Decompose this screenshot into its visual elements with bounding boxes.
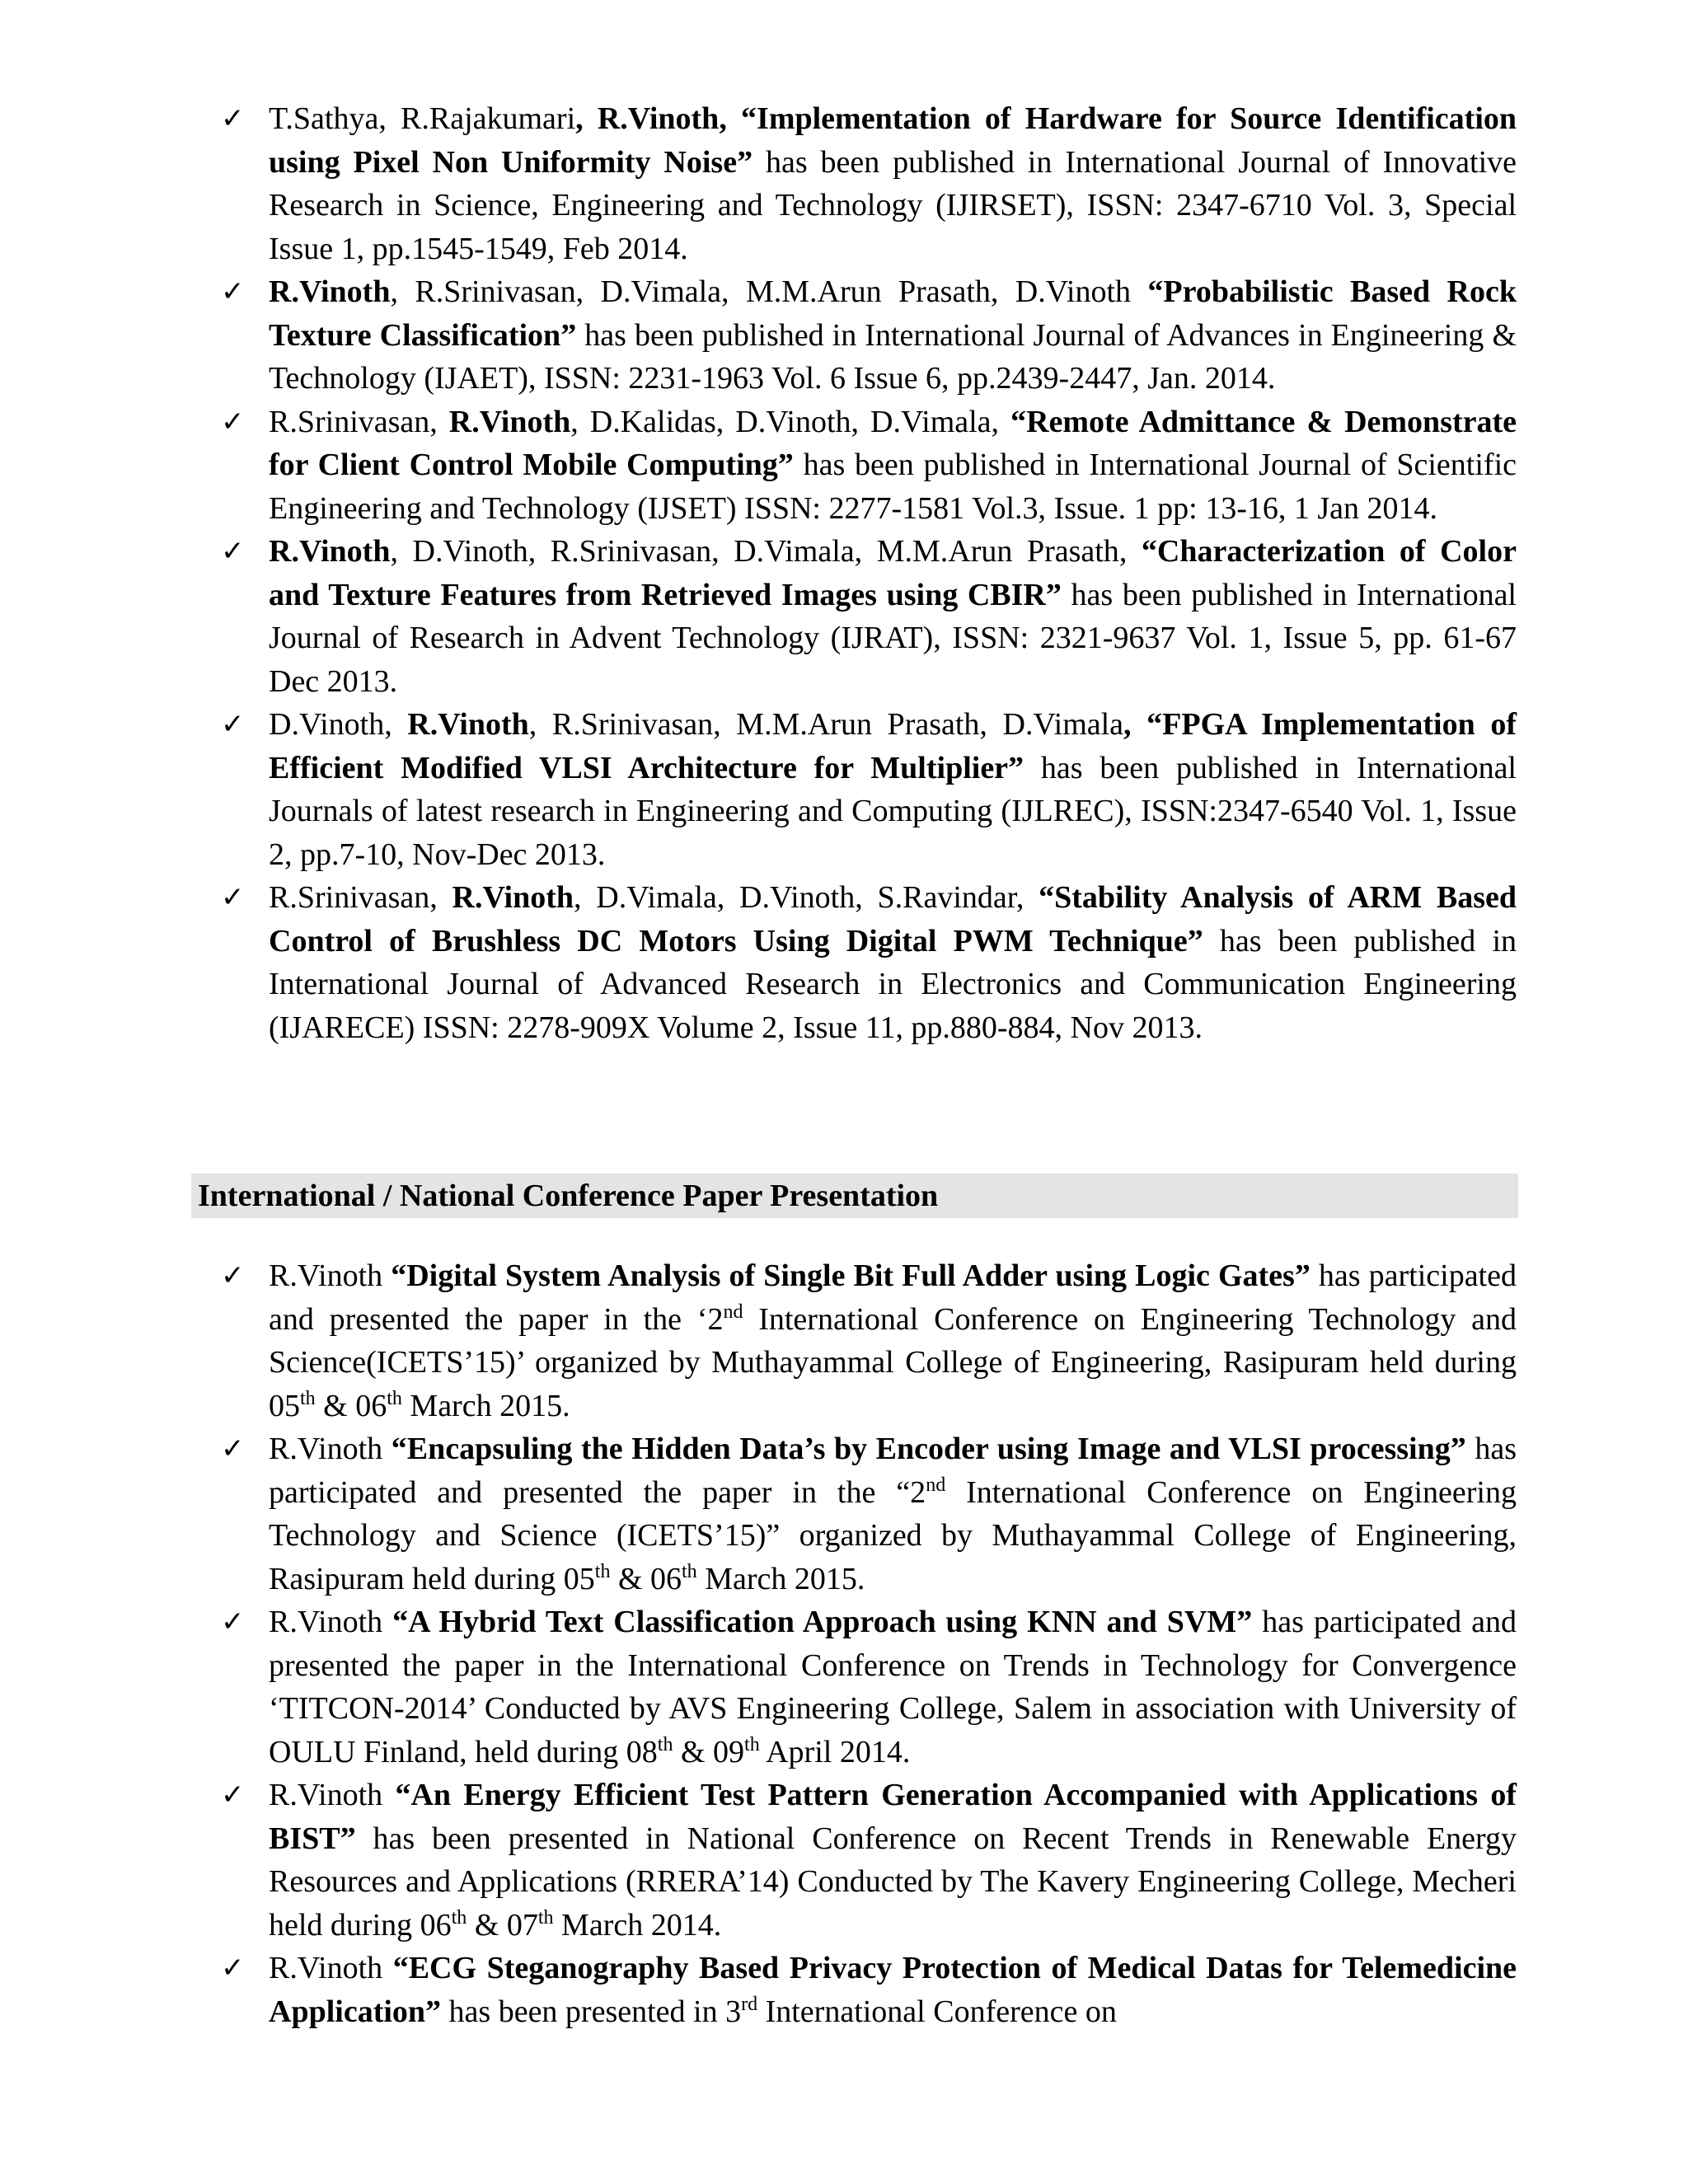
authors: D.Vinoth <box>269 707 385 742</box>
separator: , <box>1118 534 1142 569</box>
authors: , R.Srinivasan, M.M.Arun Prasath, D.Vimala <box>528 707 1124 742</box>
separator <box>1131 274 1147 309</box>
conference-details: & 07 <box>467 1907 538 1943</box>
conference-details: April 2014. <box>759 1734 911 1769</box>
separator: , <box>1015 880 1039 915</box>
publication-item <box>0 97 1688 270</box>
superscript: th <box>682 1560 697 1582</box>
separator: , <box>719 101 742 136</box>
authors: R.Srinivasan <box>269 404 430 439</box>
conference-item <box>0 1427 1688 1601</box>
publication-item <box>0 876 1688 1049</box>
superscript: th <box>300 1387 316 1409</box>
publication-item <box>0 270 1688 401</box>
superscript: th <box>387 1387 402 1409</box>
publication-details: has been published in International Journal of Advances in Engineering & Technology (IJAET), ISSN: 2231-1963 Vol. 6 Issue 6, pp.2439-2447, Jan. 2014. <box>269 317 1517 396</box>
conference-item <box>0 1601 1688 1774</box>
conference-details: has participated and presented the paper in the ‘2 <box>269 1258 1517 1337</box>
highlighted-author: R.Vinoth <box>597 101 720 136</box>
paper-title: “FPGA Implementation of Efficient Modified VLSI Architecture for Multiplier” <box>269 707 1517 785</box>
authors: T.Sathya, R.Rajakumari <box>269 101 576 136</box>
section-heading-bar <box>191 1174 1518 1218</box>
separator: , <box>429 404 449 439</box>
paper-title: “Stability Analysis of ARM Based Control of Brushless DC Motors Using Digital PWM Technique” <box>269 880 1517 958</box>
separator: , <box>575 101 598 136</box>
highlighted-author: R.Vinoth <box>269 274 391 309</box>
publication-details: has been published in International Journal of Scientific Engineering and Technology (IJSET) ISSN: 2277-1581 Vol.3, Issue. 1 pp: 13-16, 1 Jan 2014. <box>269 448 1517 526</box>
checkmark-icon: ✓ <box>221 708 245 741</box>
author: R.Vinoth <box>269 1951 393 1985</box>
conference-details: & 06 <box>610 1561 682 1596</box>
checkmark-icon: ✓ <box>221 1432 245 1465</box>
conference-details: March 2015. <box>401 1388 570 1423</box>
section-heading: International / National Conference Paper Presentation <box>198 1179 939 1213</box>
conference-item <box>0 1947 1688 2033</box>
paper-title: “Digital System Analysis of Single Bit Full Adder using Logic Gates” <box>391 1258 1311 1293</box>
superscript: th <box>451 1906 467 1929</box>
checkmark-icon: ✓ <box>221 405 245 438</box>
conference-details: International Conference on Engineering Technology and Science (ICETS’15)” organized by Muthayammal College of Engineering, Rasipuram held during 05 <box>269 1474 1517 1596</box>
conference-details: has participated and presented the paper in the “2 <box>269 1432 1517 1510</box>
paper-title: “Implementation of Hardware for Source Identification using Pixel Non Uniformity Noise” <box>269 101 1517 180</box>
paper-title: “Encapsuling the Hidden Data’s by Encoder using Image and VLSI processing” <box>391 1432 1466 1466</box>
superscript: th <box>537 1906 554 1929</box>
authors: , R.Srinivasan, D.Vimala, M.M.Arun Prasath, D.Vinoth <box>390 274 1132 309</box>
checkmark-icon: ✓ <box>221 881 245 914</box>
publication-details: has been published in International Journal of Research in Advent Technology (IJRAT), ISSN: 2321-9637 Vol. 1, Issue 5, pp. 61-67 Dec 2013. <box>269 577 1517 699</box>
separator: , <box>991 404 1011 439</box>
superscript: th <box>594 1560 611 1582</box>
conference-details: March 2015. <box>696 1561 865 1596</box>
conference-item <box>0 1254 1688 1427</box>
paper-title: “Characterization of Color and Texture Features from Retrieved Images using CBIR” <box>269 534 1517 612</box>
conference-details: & 06 <box>315 1388 387 1423</box>
checkmark-icon: ✓ <box>221 535 245 568</box>
conference-details: has been presented in National Conference on Recent Trends in Renewable Energy Resources and Applications (RRERA’14) Conducted by The Kavery Engineering College, Mecheri held during 06 <box>269 1821 1517 1943</box>
authors: R.Srinivasan <box>269 880 430 915</box>
highlighted-author: R.Vinoth <box>452 880 574 915</box>
paper-title: “Probabilistic Based Rock Texture Classification” <box>269 274 1517 353</box>
checkmark-icon: ✓ <box>221 1952 245 1985</box>
publication-item <box>0 401 1688 531</box>
paper-title: “Remote Admittance & Demonstrate for Client Control Mobile Computing” <box>269 404 1517 482</box>
checkmark-icon: ✓ <box>221 1259 245 1292</box>
author: R.Vinoth <box>269 1778 396 1812</box>
separator: , <box>384 707 408 742</box>
superscript: nd <box>723 1301 743 1323</box>
publication-details: has been published in International Journal of Advanced Research in Electronics and Communication Engineering (IJARECE) ISSN: 2278-909X Volume 2, Issue 11, pp.880-884, Nov 2013. <box>269 923 1517 1045</box>
checkmark-icon: ✓ <box>221 102 245 135</box>
author: R.Vinoth <box>269 1605 393 1639</box>
paper-title: “An Energy Efficient Test Pattern Generation Accompanied with Applications of BIST” <box>269 1778 1517 1856</box>
superscript: th <box>744 1733 760 1755</box>
highlighted-author: R.Vinoth <box>407 707 529 742</box>
authors: , D.Vinoth, R.Srinivasan, D.Vimala, M.M.Arun Prasath <box>390 534 1119 569</box>
authors: , D.Vimala, D.Vinoth, S.Ravindar <box>574 880 1016 915</box>
conference-list <box>0 1254 1688 2033</box>
conference-item <box>0 1774 1688 1947</box>
separator: , <box>429 880 452 915</box>
publication-details: has been published in International Journals of latest research in Engineering and Computing (IJLREC), ISSN:2347-6540 Vol. 1, Issue 2, pp.7-10, Nov-Dec 2013. <box>269 750 1517 872</box>
publication-list <box>0 97 1688 1049</box>
publication-details: has been published in International Journal of Innovative Research in Science, Engineering and Technology (IJIRSET), ISSN: 2347-6710 Vol. 3, Special Issue 1, pp.1545-1549, Feb 2014. <box>269 144 1517 266</box>
superscript: nd <box>926 1474 946 1496</box>
conference-details: International Conference on <box>757 1994 1117 2029</box>
paper-title: “ECG Steganography Based Privacy Protection of Medical Datas for Telemedicine Application” <box>269 1951 1517 2029</box>
publication-item <box>0 703 1688 876</box>
conference-details: has been presented in 3 <box>441 1994 742 2029</box>
checkmark-icon: ✓ <box>221 275 245 308</box>
author: R.Vinoth <box>269 1432 392 1466</box>
checkmark-icon: ✓ <box>221 1779 245 1811</box>
conference-details: & 09 <box>673 1734 745 1769</box>
highlighted-author: R.Vinoth <box>448 404 571 439</box>
conference-details: International Conference on Engineering Technology and Science(ICETS’15)’ organized by Muthayammal College of Engineering, Rasipuram held during 05 <box>269 1301 1517 1423</box>
highlighted-author: R.Vinoth <box>269 534 391 569</box>
conference-details: has participated and presented the paper in the International Conference on Trends in Technology for Convergence ‘TITCON-2014’ Conducted by AVS Engineering College, Salem in association with University of OULU Finland, held during 08 <box>269 1605 1517 1769</box>
authors: , D.Kalidas, D.Vinoth, D.Vimala <box>570 404 992 439</box>
paper-title: “A Hybrid Text Classification Approach using KNN and SVM” <box>392 1605 1253 1639</box>
superscript: th <box>657 1733 673 1755</box>
publication-item <box>0 530 1688 703</box>
separator: , <box>1123 707 1147 742</box>
superscript: rd <box>741 1993 758 2015</box>
conference-details: March 2014. <box>553 1907 722 1943</box>
checkmark-icon: ✓ <box>221 1605 245 1638</box>
author: R.Vinoth <box>269 1258 392 1293</box>
